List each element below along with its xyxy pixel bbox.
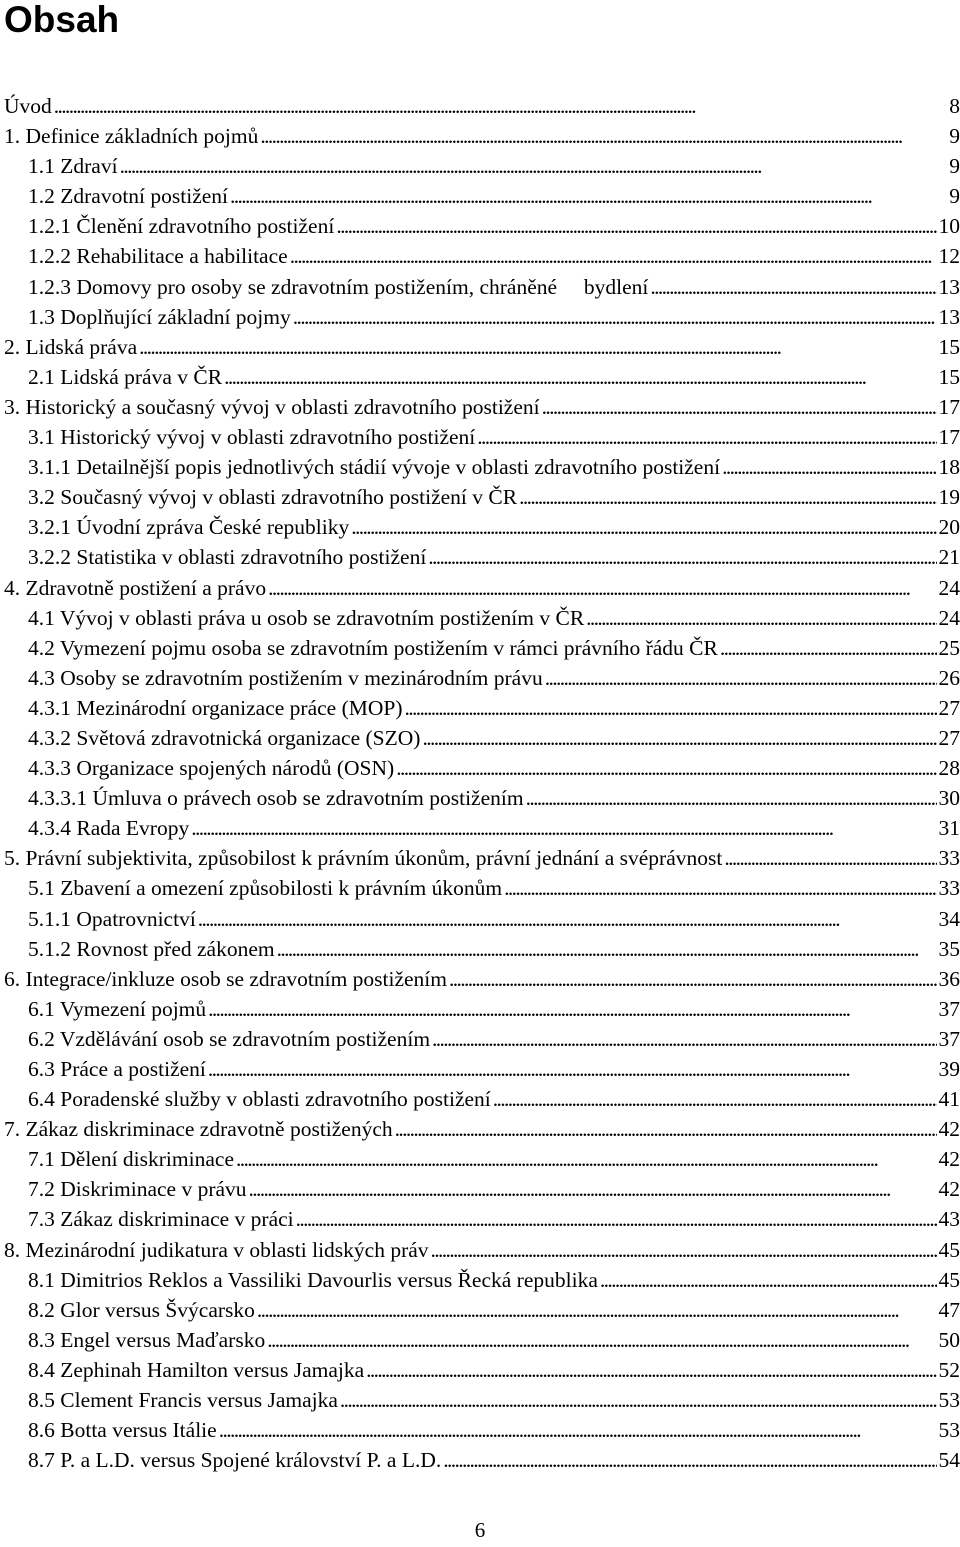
toc-entry-title: 4.3.2 Světová zdravotnická organizace (SZO): [28, 725, 421, 750]
toc-entry[interactable]: [0, 1147, 960, 1177]
toc-dot-leader: [395, 1117, 937, 1142]
toc-entry-title: 4. Zdravotně postižení a právo: [4, 575, 267, 600]
toc-entry-title: 7.3 Zákaz diskriminace v práci: [28, 1207, 294, 1232]
toc-dot-leader: [219, 1418, 937, 1443]
toc-entry-page: 53: [938, 1388, 960, 1413]
toc-dot-leader: [443, 1448, 936, 1473]
toc-entry[interactable]: [0, 1207, 960, 1237]
toc-entry-page: 25: [938, 635, 960, 660]
toc-entry-title: 7.2 Diskriminace v právu: [28, 1177, 247, 1202]
toc-entry-page: 9: [949, 124, 960, 149]
toc-dot-leader: [428, 545, 936, 570]
toc-entry-title: 4.3.3.1 Úmluva o právech osob se zdravotním postižením: [28, 786, 524, 811]
toc-entry-title: 5.1.1 Opatrovnictví: [28, 906, 196, 931]
toc-dot-leader: [526, 786, 937, 811]
toc-entry-page: 37: [938, 996, 960, 1021]
toc-entry[interactable]: [0, 1117, 960, 1147]
toc-entry[interactable]: [0, 365, 960, 395]
toc-dot-leader: [296, 1207, 937, 1232]
toc-dot-leader: [257, 1298, 937, 1323]
toc-dot-leader: [366, 1358, 936, 1383]
toc-dot-leader: [267, 1328, 936, 1353]
toc-entry-title: 1.1 Zdraví: [28, 154, 118, 179]
toc-entry[interactable]: [0, 1298, 960, 1328]
toc-entry[interactable]: [0, 876, 960, 906]
toc-entry[interactable]: [0, 937, 960, 967]
toc-dot-leader: [504, 876, 936, 901]
toc-entry-page: 54: [938, 1448, 960, 1473]
toc-entry[interactable]: [0, 214, 960, 244]
toc-entry[interactable]: [0, 636, 960, 666]
toc-dot-leader: [431, 1238, 937, 1263]
toc-entry-title: 4.3.4 Rada Evropy: [28, 816, 190, 841]
table-of-contents: [0, 94, 960, 1478]
toc-entry-title: 8.6 Botta versus Itálie: [28, 1418, 217, 1443]
toc-entry[interactable]: [0, 395, 960, 425]
toc-entry[interactable]: [0, 816, 960, 846]
toc-dot-leader: [198, 907, 937, 932]
toc-entry[interactable]: [0, 1328, 960, 1358]
toc-entry-page: 39: [938, 1057, 960, 1081]
toc-entry-title: 2.1 Lidská práva v ČR: [28, 364, 223, 389]
toc-entry-title: 8.7 P. a L.D. versus Spojené království P. a L.D.: [28, 1448, 442, 1473]
toc-entry-title: 8.2 Glor versus Švýcarsko: [28, 1297, 255, 1322]
toc-entry[interactable]: [0, 275, 960, 305]
toc-entry[interactable]: [0, 1057, 960, 1087]
toc-dot-leader: [54, 94, 947, 119]
toc-dot-leader: [260, 124, 947, 149]
toc-dot-leader: [293, 305, 937, 330]
toc-entry[interactable]: [0, 907, 960, 937]
toc-entry[interactable]: [0, 846, 960, 876]
toc-dot-leader: [542, 395, 937, 420]
toc-dot-leader: [650, 275, 936, 300]
toc-entry-page: 8: [949, 94, 960, 118]
toc-entry-page: 15: [938, 334, 960, 359]
toc-entry[interactable]: [0, 1358, 960, 1388]
toc-entry-title: 1.3 Doplňující základní pojmy: [28, 304, 291, 329]
toc-entry[interactable]: [0, 786, 960, 816]
toc-entry[interactable]: [0, 515, 960, 545]
toc-entry-title: 1.2 Zdravotní postižení: [28, 184, 229, 209]
toc-entry-page: 34: [938, 906, 960, 931]
toc-dot-leader: [449, 967, 936, 992]
toc-entry[interactable]: [0, 184, 960, 214]
toc-entry-title: 4.1 Vývoj v oblasti práva u osob se zdravotním postižením v ČR: [28, 605, 585, 630]
toc-dot-leader: [432, 1027, 936, 1052]
toc-entry-page: 27: [938, 725, 960, 750]
toc-entry-title: 7. Zákaz diskriminace zdravotně postižených: [4, 1117, 393, 1142]
toc-dot-leader: [268, 576, 936, 601]
toc-entry[interactable]: [0, 1177, 960, 1207]
toc-entry[interactable]: [0, 1268, 960, 1298]
toc-dot-leader: [290, 244, 937, 269]
toc-entry-title: 3.1.1 Detailnější popis jednotlivých stádií vývoje v oblasti zdravotního postižení: [28, 455, 721, 480]
toc-entry-page: 37: [938, 1026, 960, 1051]
toc-dot-leader: [208, 997, 936, 1022]
toc-dot-leader: [422, 726, 936, 751]
toc-entry-page: 53: [938, 1418, 960, 1443]
toc-entry-title: 3.2.2 Statistika v oblasti zdravotního postižení: [28, 545, 427, 570]
toc-dot-leader: [405, 696, 937, 721]
toc-entry-title: 6.4 Poradenské služby v oblasti zdravotního postižení: [28, 1087, 491, 1112]
toc-dot-leader: [545, 666, 937, 691]
toc-entry-page: 43: [938, 1207, 960, 1232]
toc-entry-title: 3.2 Současný vývoj v oblasti zdravotního postižení v ČR: [28, 485, 518, 510]
toc-entry-title: 6. Integrace/inkluze osob se zdravotním postižením: [4, 966, 448, 991]
toc-entry-title: 6.3 Práce a postižení: [28, 1057, 206, 1081]
toc-dot-leader: [224, 365, 936, 390]
toc-entry-page: 35: [938, 936, 960, 961]
toc-entry-page: 33: [938, 846, 960, 871]
toc-entry-title: 3. Historický a současný vývoj v oblasti zdravotního postižení: [4, 394, 540, 419]
toc-entry-page: 13: [938, 304, 960, 329]
toc-entry-title: 8.3 Engel versus Maďarsko: [28, 1327, 266, 1352]
toc-dot-leader: [208, 1057, 937, 1082]
toc-entry[interactable]: [0, 967, 960, 997]
toc-entry[interactable]: [0, 606, 960, 636]
toc-entry-page: 52: [938, 1357, 960, 1382]
toc-entry[interactable]: [0, 335, 960, 365]
toc-entry[interactable]: [0, 696, 960, 726]
toc-entry[interactable]: [0, 1238, 960, 1268]
toc-entry[interactable]: [0, 124, 960, 154]
toc-entry-title: 8.4 Zephinah Hamilton versus Jamajka: [28, 1357, 365, 1382]
toc-entry[interactable]: [0, 455, 960, 485]
toc-entry-title: 4.3 Osoby se zdravotním postižením v mezinárodním právu: [28, 665, 543, 690]
toc-entry-page: 20: [938, 515, 960, 540]
toc-entry-page: 19: [938, 485, 960, 510]
toc-dot-leader: [120, 154, 948, 179]
toc-entry-page: 17: [938, 394, 960, 419]
toc-entry-page: 15: [938, 364, 960, 389]
toc-entry-page: 36: [938, 966, 960, 991]
toc-entry-page: 42: [938, 1147, 960, 1172]
toc-dot-leader: [396, 756, 936, 781]
toc-entry[interactable]: [0, 666, 960, 696]
toc-entry-page: 33: [938, 876, 960, 901]
toc-entry[interactable]: [0, 545, 960, 575]
toc-entry-page: 9: [949, 154, 960, 179]
toc-entry-page: 41: [938, 1087, 960, 1112]
toc-entry[interactable]: [0, 576, 960, 606]
toc-entry[interactable]: [0, 756, 960, 786]
toc-entry[interactable]: [0, 154, 960, 184]
toc-entry-title: 8.1 Dimitrios Reklos a Vassiliki Davourlis versus Řecká republika: [28, 1267, 598, 1292]
toc-dot-leader: [724, 846, 936, 871]
toc-entry-title: 4.3.3 Organizace spojených národů (OSN): [28, 756, 395, 781]
toc-dot-leader: [519, 485, 936, 510]
toc-entry[interactable]: [0, 425, 960, 455]
toc-entry-page: 42: [938, 1117, 960, 1142]
toc-entry-page: 42: [938, 1177, 960, 1202]
toc-dot-leader: [191, 816, 936, 841]
toc-dot-leader: [230, 184, 947, 209]
toc-dot-leader: [336, 214, 936, 239]
toc-entry-title: Úvod: [4, 94, 52, 118]
toc-entry[interactable]: [0, 1388, 960, 1418]
toc-dot-leader: [477, 425, 936, 450]
toc-entry-title: 2. Lidská práva: [4, 334, 138, 359]
toc-entry-title: 1.2.3 Domovy pro osoby se zdravotním postižením, chráněné bydlení: [28, 274, 649, 299]
toc-dot-leader: [720, 636, 937, 661]
toc-entry-page: 24: [938, 605, 960, 630]
toc-dot-leader: [236, 1147, 937, 1172]
toc-entry-title: 4.2 Vymezení pojmu osoba se zdravotním postižením v rámci právního řádu ČR: [28, 635, 718, 660]
toc-dot-leader: [351, 515, 936, 540]
toc-entry-page: 26: [938, 665, 960, 690]
toc-entry[interactable]: [0, 485, 960, 515]
toc-entry-title: 6.2 Vzdělávání osob se zdravotním postižením: [28, 1026, 431, 1051]
toc-entry-page: 17: [938, 425, 960, 450]
toc-dot-leader: [340, 1388, 937, 1413]
toc-dot-leader: [277, 937, 937, 962]
toc-entry-page: 10: [938, 214, 960, 239]
toc-dot-leader: [722, 455, 936, 480]
toc-entry-page: 9: [949, 184, 960, 209]
toc-entry-page: 24: [938, 575, 960, 600]
toc-entry-page: 12: [938, 244, 960, 269]
page-number: 6: [474, 1518, 486, 1542]
toc-entry-page: 27: [938, 695, 960, 720]
toc-entry-page: 50: [938, 1327, 960, 1352]
toc-entry[interactable]: [0, 997, 960, 1027]
toc-dot-leader: [586, 606, 936, 631]
toc-entry-title: 5.1.2 Rovnost před zákonem: [28, 936, 275, 961]
toc-entry-title: 4.3.1 Mezinárodní organizace práce (MOP): [28, 695, 403, 720]
toc-entry-page: 45: [938, 1267, 960, 1292]
toc-entry[interactable]: [0, 305, 960, 335]
toc-entry-title: 8. Mezinárodní judikatura v oblasti lidských práv: [4, 1237, 429, 1262]
toc-entry-title: 6.1 Vymezení pojmů: [28, 996, 207, 1021]
toc-entry-page: 45: [938, 1237, 960, 1262]
toc-entry-title: 7.1 Dělení diskriminace: [28, 1147, 234, 1172]
toc-entry-title: 3.2.1 Úvodní zpráva České republiky: [28, 515, 350, 540]
toc-entry-page: 47: [938, 1297, 960, 1322]
toc-entry-page: 31: [938, 816, 960, 841]
toc-entry-page: 28: [938, 756, 960, 781]
toc-entry-page: 13: [938, 274, 960, 299]
toc-entry-title: 1. Definice základních pojmů: [4, 124, 259, 149]
toc-entry-title: 8.5 Clement Francis versus Jamajka: [28, 1388, 338, 1413]
toc-dot-leader: [600, 1268, 937, 1293]
toc-entry-title: 5.1 Zbavení a omezení způsobilosti k právním úkonům: [28, 876, 503, 901]
toc-entry-page: 18: [938, 455, 960, 480]
toc-entry[interactable]: [0, 244, 960, 274]
toc-dot-leader: [139, 335, 936, 360]
page-title: Obsah: [4, 0, 120, 40]
toc-entry[interactable]: [0, 1418, 960, 1448]
toc-entry-title: 5. Právní subjektivita, způsobilost k právním úkonům, právní jednání a svéprávnost: [4, 846, 723, 871]
toc-entry[interactable]: [0, 94, 960, 124]
toc-entry[interactable]: [0, 726, 960, 756]
toc-entry-page: 30: [938, 786, 960, 811]
toc-entry[interactable]: [0, 1087, 960, 1117]
toc-entry-title: 3.1 Historický vývoj v oblasti zdravotního postižení: [28, 425, 476, 450]
toc-entry-page: 21: [938, 545, 960, 570]
toc-entry-title: 1.2.2 Rehabilitace a habilitace: [28, 244, 288, 269]
toc-entry[interactable]: [0, 1448, 960, 1478]
toc-dot-leader: [493, 1087, 937, 1112]
toc-entry[interactable]: [0, 1027, 960, 1057]
toc-entry-title: 1.2.1 Členění zdravotního postižení: [28, 214, 335, 239]
toc-dot-leader: [249, 1177, 937, 1202]
